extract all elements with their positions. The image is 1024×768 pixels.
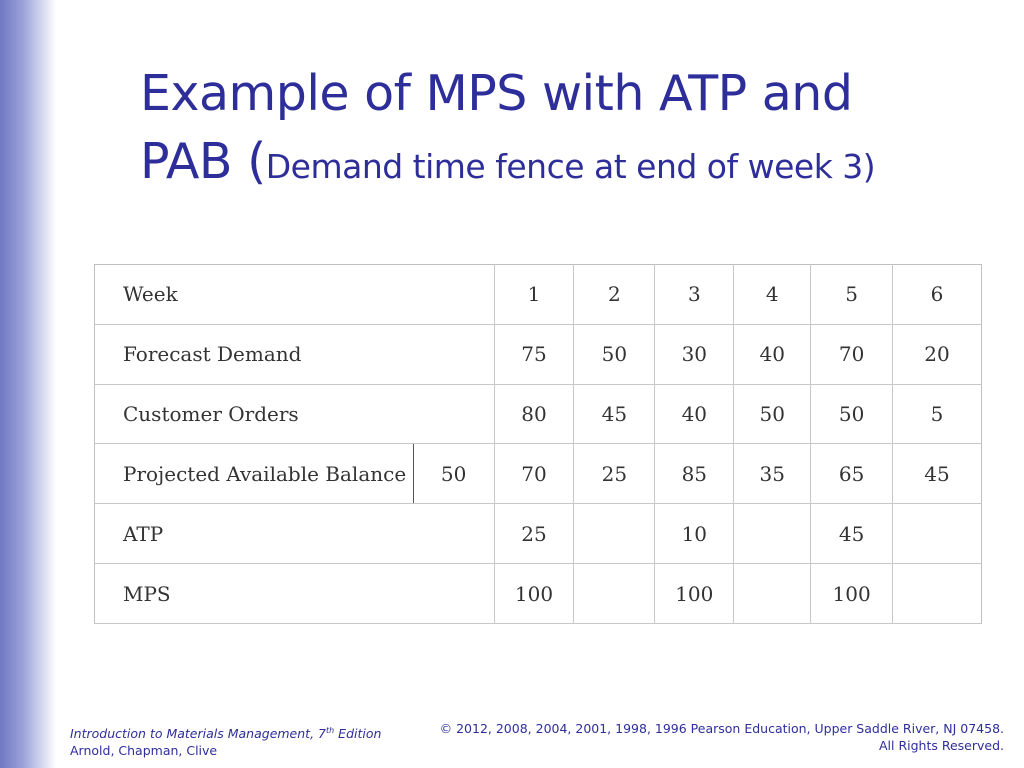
initial-balance-cell: 50	[413, 444, 494, 504]
mps-cell: 100	[655, 564, 734, 624]
table-row-projected-available-balance	[95, 444, 982, 504]
mps-cell: 100	[811, 564, 893, 624]
atp-cell	[574, 504, 655, 564]
decorative-side-bar	[0, 0, 56, 768]
forecast-cell: 20	[893, 324, 982, 384]
mps-cell	[893, 564, 982, 624]
row-label-customer-orders: Customer Orders	[95, 384, 495, 444]
forecast-cell: 40	[734, 324, 811, 384]
table-row-customer-orders	[95, 384, 982, 444]
pab-cell: 25	[574, 444, 655, 504]
table-row-atp	[95, 504, 982, 564]
mps-table-container	[94, 264, 982, 624]
atp-cell	[734, 504, 811, 564]
row-label-atp: ATP	[95, 504, 495, 564]
pab-cell: 45	[893, 444, 982, 504]
book-authors: Arnold, Chapman, Clive	[70, 743, 218, 759]
title-subtitle-text: Demand time fence at end of week 3)	[265, 147, 876, 186]
footer-copyright	[440, 720, 1004, 754]
orders-cell: 40	[655, 384, 734, 444]
atp-cell: 10	[655, 504, 734, 564]
table-row-week	[95, 265, 982, 325]
edition-superscript: th	[325, 726, 335, 735]
rights-text: All Rights Reserved.	[878, 738, 1004, 753]
pab-cell: 85	[655, 444, 734, 504]
orders-cell: 50	[734, 384, 811, 444]
slide-title	[140, 60, 1000, 201]
pab-cell: 35	[734, 444, 811, 504]
atp-cell	[893, 504, 982, 564]
table-row-forecast-demand	[95, 324, 982, 384]
row-label-projected-available-balance: Projected Available Balance	[95, 444, 414, 504]
mps-cell: 100	[494, 564, 574, 624]
week-cell: 5	[811, 265, 893, 325]
mps-cell	[574, 564, 655, 624]
row-label-forecast-demand: Forecast Demand	[95, 324, 495, 384]
pab-cell: 65	[811, 444, 893, 504]
edition-suffix: Edition	[334, 726, 382, 742]
week-cell: 6	[893, 265, 982, 325]
orders-cell: 80	[494, 384, 574, 444]
orders-cell: 50	[811, 384, 893, 444]
atp-cell: 25	[494, 504, 574, 564]
orders-cell: 45	[574, 384, 655, 444]
row-label-mps: MPS	[95, 564, 495, 624]
row-label-week: Week	[95, 265, 495, 325]
mps-atp-pab-table	[94, 264, 982, 624]
title-main-text: PAB (	[140, 133, 266, 190]
forecast-cell: 30	[655, 324, 734, 384]
forecast-cell: 50	[574, 324, 655, 384]
week-cell: 4	[734, 265, 811, 325]
mps-cell	[734, 564, 811, 624]
table-row-mps	[95, 564, 982, 624]
copyright-text: © 2012, 2008, 2004, 2001, 1998, 1996 Pearson Education, Upper Saddle River, NJ 07458.	[439, 721, 1004, 736]
book-title-text: Introduction to Materials Management, 7	[70, 726, 326, 742]
atp-cell: 45	[811, 504, 893, 564]
week-cell: 1	[494, 265, 574, 325]
book-title	[70, 722, 381, 742]
title-line-1: Example of MPS with ATP and	[140, 65, 853, 122]
pab-cell: 70	[494, 444, 574, 504]
footer-book-info	[70, 722, 381, 759]
forecast-cell: 75	[494, 324, 574, 384]
week-cell: 2	[574, 265, 655, 325]
week-cell: 3	[655, 265, 734, 325]
orders-cell: 5	[893, 384, 982, 444]
title-line-2	[140, 128, 1000, 201]
forecast-cell: 70	[811, 324, 893, 384]
